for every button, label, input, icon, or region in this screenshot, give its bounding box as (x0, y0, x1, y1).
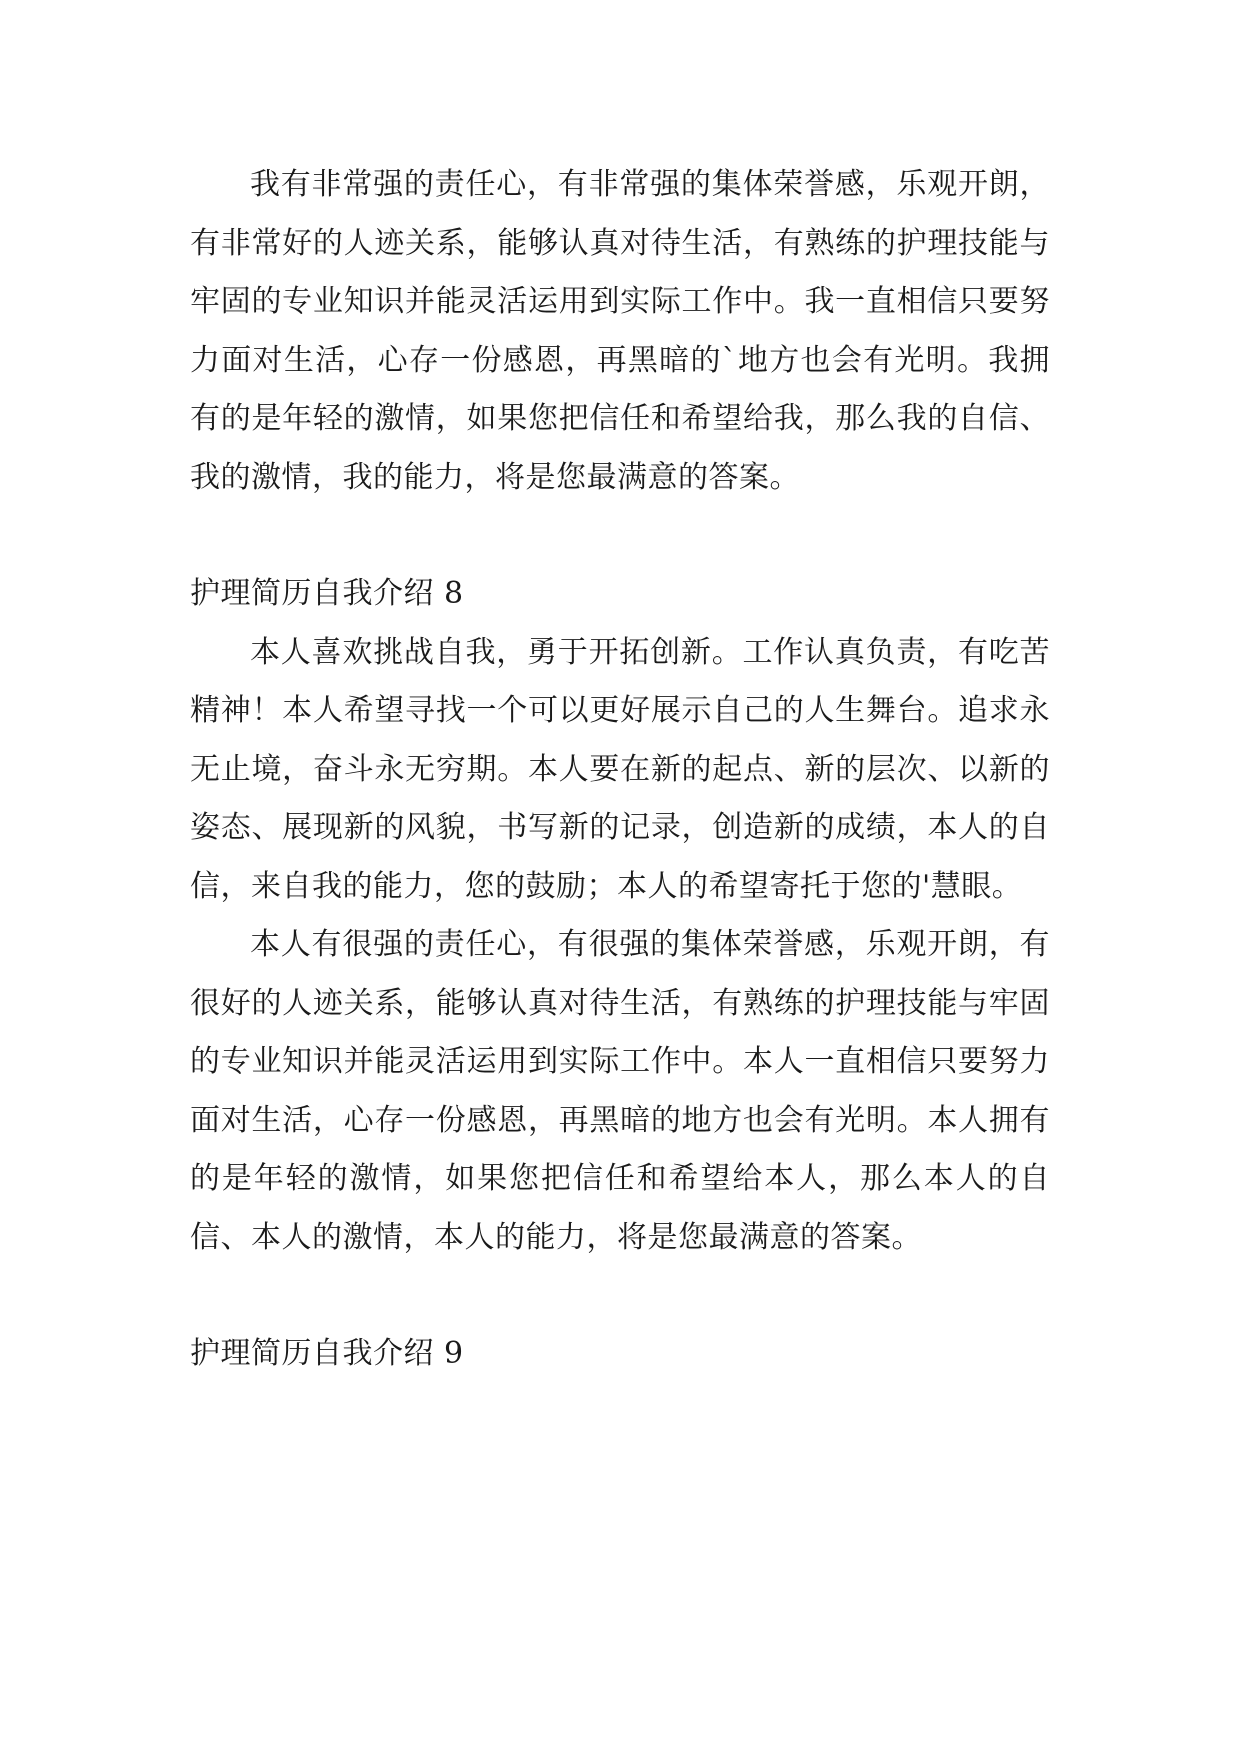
paragraph-self-intro-8a: 本人喜欢挑战自我，勇于开拓创新。工作认真负责，有吃苦精神！本人希望寻找一个可以更好展示自己的人生舞台。追求永无止境，奋斗永无穷期。本人要在新的起点、新的层次、以新的姿态、展现新的风貌，书写新的记录，创造新的成绩，本人的自信，来自我的能力，您的鼓励；本人的希望寄托于您的'慧眼。 (190, 634, 1050, 904)
document-page (190, 156, 1050, 1384)
section-heading-8: 护理简历自我介绍 8 (190, 576, 464, 611)
section-heading-9: 护理简历自我介绍 9 (190, 1336, 464, 1371)
paragraph-self-intro-8b: 本人有很强的责任心，有很强的集体荣誉感，乐观开朗，有很好的人迹关系，能够认真对待生活，有熟练的护理技能与牢固的专业知识并能灵活运用到实际工作中。本人一直相信只要努力面对生活，心存一份感恩，再黑暗的地方也会有光明。本人拥有的是年轻的激情，如果您把信任和希望给本人，那么本人的自信、本人的激情，本人的能力，将是您最满意的答案。 (190, 927, 1050, 1255)
paragraph-self-intro-7: 我有非常强的责任心，有非常强的集体荣誉感，乐观开朗，有非常好的人迹关系，能够认真对待生活，有熟练的护理技能与牢固的专业知识并能灵活运用到实际工作中。我一直相信只要努力面对生活，心存一份感恩，再黑暗的`地方也会有光明。我拥有的是年轻的激情，如果您把信任和希望给我，那么我的自信、我的激情，我的能力，将是您最满意的答案。 (190, 167, 1050, 495)
